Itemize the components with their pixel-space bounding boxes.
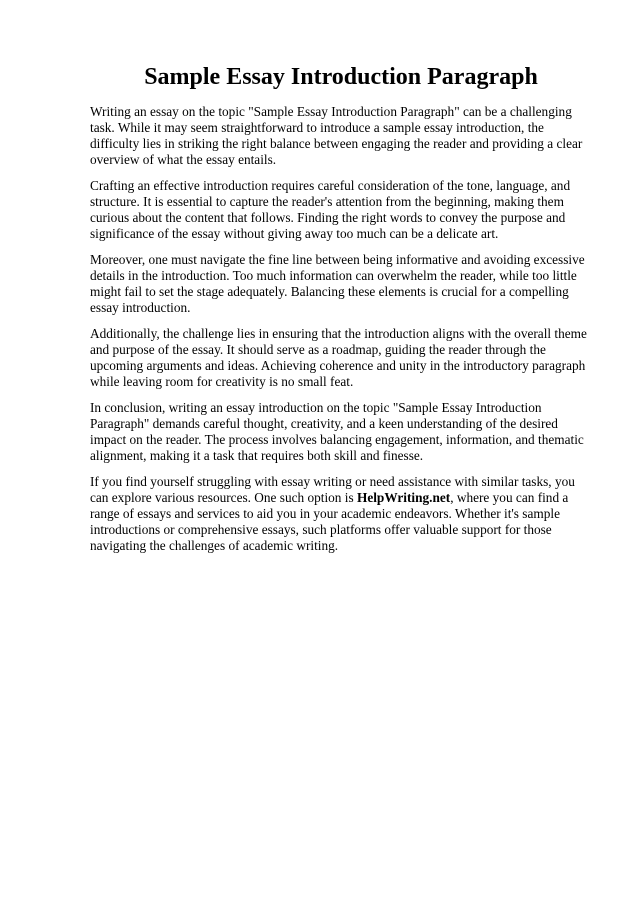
document-title: Sample Essay Introduction Paragraph bbox=[144, 64, 538, 90]
paragraph-2: Crafting an effective introduction requires careful consideration of the tone, language, and structure. It is essential to capture the reader's attention from the beginning, making them curious about the content that follows. Finding the right words to convey the purpose and significance of the essay without giving away too much can be a delicate art. bbox=[90, 178, 571, 241]
paragraph-5: In conclusion, writing an essay introduction on the topic "Sample Essay Introduction Paragraph" demands careful thought, creativity, and a keen understanding of the desired impact on the reader. The process involves balancing engagement, information, and thematic alignment, making it a task that requires both skill and finesse. bbox=[90, 400, 584, 463]
paragraph-3: Moreover, one must navigate the fine line between being informative and avoiding excessive details in the introduction. Too much information can overwhelm the reader, while too little might fail to set the stage adequately. Balancing these elements is crucial for a compelling essay introduction. bbox=[90, 252, 585, 315]
helpwriting-link[interactable]: HelpWriting.net bbox=[356, 490, 451, 505]
document-page bbox=[90, 62, 592, 564]
paragraph-4: Additionally, the challenge lies in ensuring that the introduction aligns with the overall theme and purpose of the essay. It should serve as a roadmap, guiding the reader through the upcoming arguments and ideas. Achieving coherence and unity in the introductory paragraph while leaving room for creativity is no small feat. bbox=[90, 326, 587, 389]
paragraph-1: Writing an essay on the topic "Sample Essay Introduction Paragraph" can be a challenging task. While it may seem straightforward to introduce a sample essay introduction, the difficulty lies in striking the right balance between engaging the reader and providing a clear overview of what the essay entails. bbox=[90, 104, 583, 167]
paragraph-6-before: If you find yourself struggling with essay writing or need assistance with similar tasks, you can explore various resources. One such option is bbox=[90, 474, 575, 505]
paragraph-6 bbox=[90, 474, 592, 554]
paragraph-6-after: , where you can find a range of essays and services to aid you in your academic endeavors. Whether it's sample introductions or comprehensive essays, such platforms offer valuable support for those navigating the challenges of academic writing. bbox=[90, 490, 569, 553]
